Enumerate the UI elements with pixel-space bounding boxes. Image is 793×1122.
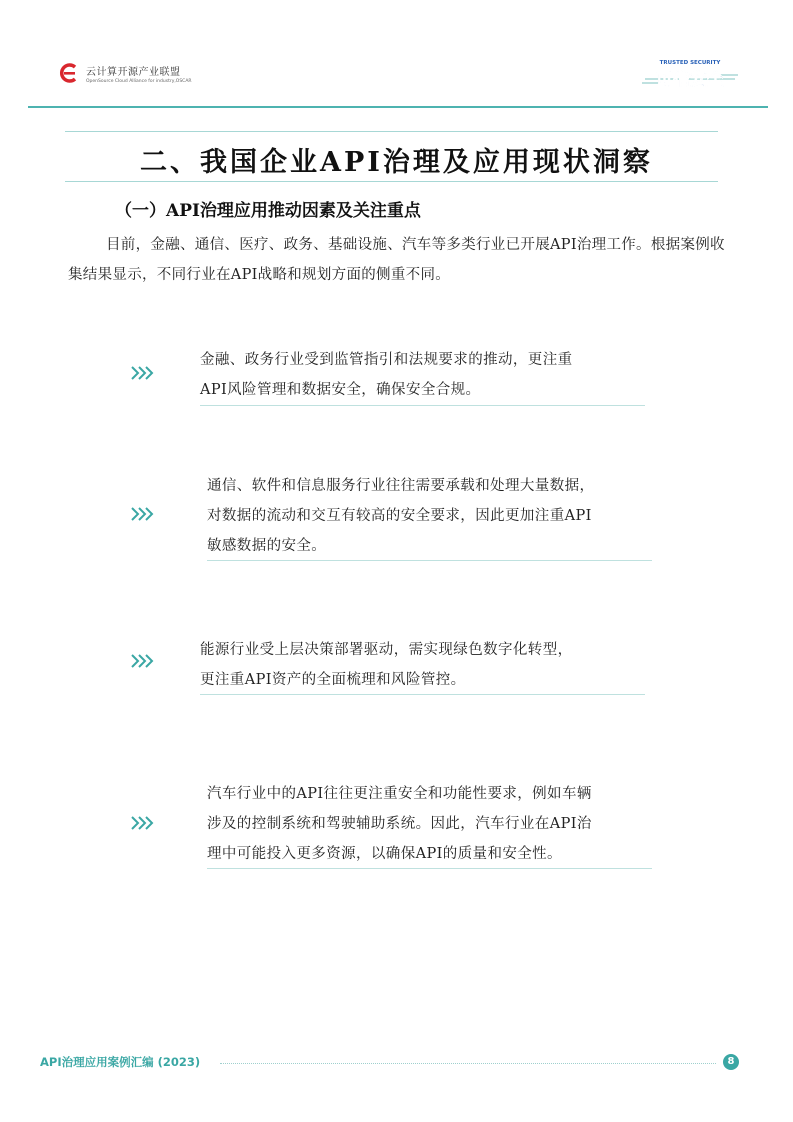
triple-chevron-icon <box>130 365 158 381</box>
item-underline <box>200 405 645 406</box>
item-line: 更注重API资产的全面梳理和风险管控。 <box>200 672 466 688</box>
heading-rule-top <box>65 131 718 132</box>
org-name-en: OpenSource Cloud Alliance for industry,OSCAR <box>86 78 192 84</box>
footer-title: API治理应用案例汇编 (2023) <box>40 1055 201 1069</box>
org-name-cn: 云计算开源产业联盟 <box>86 66 181 78</box>
header-divider <box>28 106 768 108</box>
triple-chevron-icon <box>130 815 158 831</box>
item-line: 涉及的控制系统和驾驶辅助系统。因此，汽车行业在API治 <box>207 816 592 832</box>
item-line: 金融、政务行业受到监管指引和法规要求的推动，更注重 <box>200 352 573 368</box>
heading-rule-bottom <box>65 181 718 182</box>
item-line: API风险管理和数据安全，确保安全合规。 <box>200 382 481 398</box>
page-number: 8 <box>723 1054 739 1070</box>
footer-divider <box>220 1063 716 1064</box>
item-line: 敏感数据的安全。 <box>207 538 327 554</box>
list-item <box>130 633 670 703</box>
item-line: 通信、软件和信息服务行业往往需要承载和处理大量数据， <box>207 478 595 494</box>
item-underline <box>200 694 645 695</box>
item-underline <box>207 868 652 869</box>
triple-chevron-icon <box>130 506 158 522</box>
section-heading: 二、我国企业API治理及应用现状洞察 <box>140 147 653 178</box>
item-underline <box>207 560 652 561</box>
brand-cn-text: 可信安全 <box>656 70 724 90</box>
triple-chevron-icon <box>130 653 158 669</box>
intro-paragraph: 目前，金融、通信、医疗、政务、基础设施、汽车等多类行业已开展API治理工作。根据案例收集结果显示，不同行业在API战略和规划方面的侧重不同。 <box>68 237 725 283</box>
org-logo-icon <box>58 62 80 84</box>
trusted-security-logo <box>640 55 740 95</box>
item-line: 对数据的流动和交互有较高的安全要求，因此更加注重API <box>207 508 592 524</box>
item-line: 汽车行业中的API往往更注重安全和功能性要求，例如车辆 <box>207 786 592 802</box>
org-logo <box>58 62 192 84</box>
page-header <box>0 0 793 110</box>
item-line: 能源行业受上层决策部署驱动，需实现绿色数字化转型， <box>200 642 573 658</box>
list-item <box>130 343 670 413</box>
brand-top-text: TRUSTED SECURITY <box>659 60 721 66</box>
list-item <box>130 469 670 564</box>
list-item <box>130 777 670 872</box>
subsection-heading: （一）API治理应用推动因素及关注重点 <box>115 201 421 221</box>
item-line: 理中可能投入更多资源，以确保API的质量和安全性。 <box>207 846 562 862</box>
